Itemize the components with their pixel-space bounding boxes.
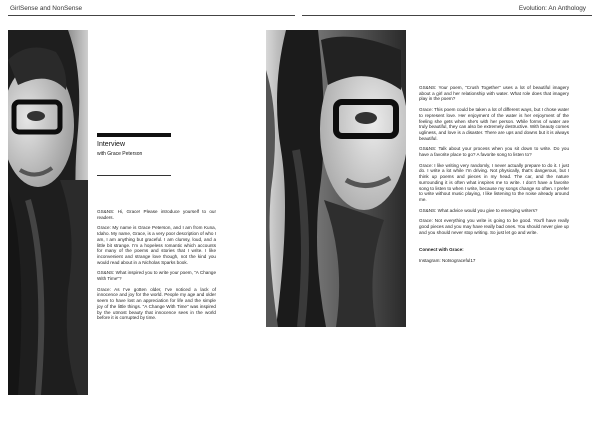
header-left-title: GirlSense and NonSense xyxy=(10,5,83,12)
header-rule-left xyxy=(8,15,295,16)
interview-title: Interview xyxy=(97,141,126,148)
interview-paragraph: Grace: This poem could be taken a lot of different ways, but I chose water to represent love. Her enjoyment of the water is her enjoyment of the feeling she gets when she's with her person. While forms of water are truly beautiful, they can also be extremely destructive. With beauty comes ugliness, and love is a disaster. There are ups and downs but it is always beautiful. xyxy=(419,107,569,141)
interview-paragraph: GS&NS: Talk about your process when you sit down to write. Do you have a favorite place to go? A favorite song to listen to? xyxy=(419,146,569,158)
interview-subtitle: with Grace Peterson xyxy=(97,151,143,157)
portrait-photo-icon xyxy=(266,30,406,327)
interview-paragraph: Grace: I like writing very randomly, I never actually prepare to do it. I just do. I write a lot while I'm driving. Not physically, that's dangerous, but I think up poems and pieces in my head. The car, and the nature surrounding it is often what inspires me to write. I don't have a favorite song to listen to when I write, because my songs change so often. I prefer to write without music playing, I like listening to the noise already around me. xyxy=(419,162,569,202)
interview-paragraph: GS&NS: Hi, Grace! Please introduce yourself to our readers. xyxy=(97,209,216,220)
instagram-handle: Instagram: Notsograceful17 xyxy=(419,258,476,264)
right-portrait-photo xyxy=(266,30,406,327)
connect-heading: Connect with Grace: xyxy=(419,247,464,253)
right-text-column xyxy=(419,85,569,269)
interview-title-rule xyxy=(97,175,171,176)
left-text-column xyxy=(97,209,216,326)
interview-paragraph: GS&NS: Your poem, "Crush Together" uses a lot of beautiful imagery about a girl and her relationship with water. What role does that imagery play in the poem? xyxy=(419,85,569,102)
interview-paragraph: Grace: As I've gotten older, I've noticed a lack of innocence and joy for the world. People my age and older seem to have lost an appreciation for life and the simple joy of the little things. "A Change With Time" was inspired by the utmost beauty that innocence sees in the world before it is corrupted by time. xyxy=(97,286,216,321)
interview-title-bar xyxy=(97,133,171,137)
left-portrait-photo xyxy=(8,30,88,395)
portrait-photo-icon xyxy=(8,30,88,395)
header-rule-right xyxy=(302,15,592,16)
interview-paragraph: GS&NS: What inspired you to write your poem, "A Change With Time"? xyxy=(97,270,216,282)
interview-paragraph: Grace: My name is Grace Peterson, and I am from Kuna, Idaho. My name, Grace, is a very poor description of who I am, I am anything but graceful. I am clumsy, loud, and a little bit strange. I'm a hopeless romantic which accounts for many of the poems and stories that I write. I like inconvenient and strange love though, not the kind you would read about in a Nicholas Sparks book. xyxy=(97,225,216,265)
interview-paragraph: Grace: Not everything you write is going to be good. You'll have really good pieces and you may have really bad ones. You should never give up and you should never stop writing. So just let go and write. xyxy=(419,218,569,235)
interview-paragraph: GS&NS: What advice would you give to emerging writers? xyxy=(419,207,538,213)
header-right-title: Evolution: An Anthology xyxy=(518,5,586,12)
